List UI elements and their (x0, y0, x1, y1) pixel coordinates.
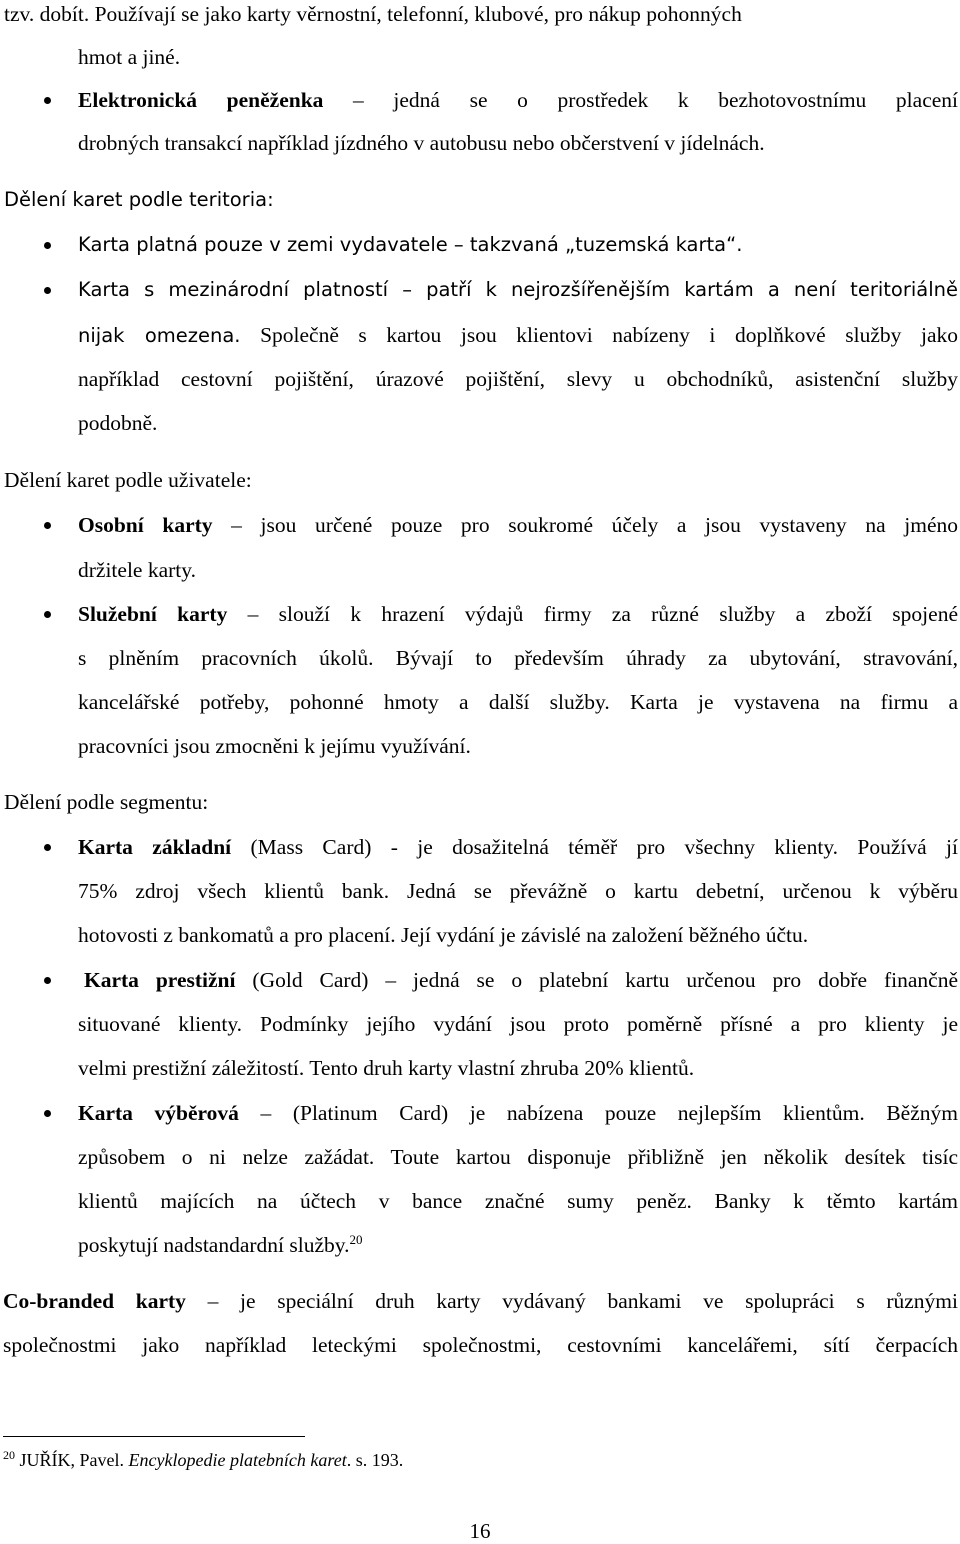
page-number: 16 (469, 1519, 491, 1543)
footnote: $^{20}$ JUŘÍK, Pavel. Encyklopedie platebních karet. s. 193. (3, 1448, 404, 1470)
text-line: tzv. dobít. Používají se jako karty věrnostní, telefonní, klubové, pro nákup pohonných (4, 2, 742, 26)
bullet-point (44, 522, 51, 529)
text-line: s plněním pracovních úkolů. Bývají to především úhrady za ubytování, stravování, (78, 646, 958, 670)
text-line: například cestovní pojištění, úrazové pojištění, slevy u obchodníků, asistenční služby (78, 367, 958, 391)
text-line: Co-branded karty – je speciální druh karty vydávaný bankami ve spolupráci s různými (3, 1289, 958, 1313)
text-line: situované klienty. Podmínky jejího vydání jsou proto poměrně přísné a pro klienty je (78, 1012, 958, 1036)
section-heading: Dělení podle segmentu: (4, 790, 209, 814)
bullet-point (44, 242, 51, 249)
text-line: nijak omezena. Společně s kartou jsou klientovi nabízeny i doplňkové služby jako (78, 323, 958, 347)
footnote-number: 20 (3, 1448, 15, 1462)
text-line: klientů majících na účtech v bance značné sumy peněz. Banky k těmto kartám (78, 1189, 958, 1213)
bullet-point (44, 287, 51, 294)
list-item-line: Karta základní (Mass Card) - je dosažitelná téměř pro všechny klienty. Používá jí (78, 835, 958, 859)
text-line: hotovosti z bankomatů a pro placení. Její vydání je závislé na založení běžného účtu. (78, 923, 809, 947)
list-item-line: Karta platná pouze v zemi vydavatele – takzvaná „tuzemská karta“. (78, 233, 743, 256)
text-line: hmot a jiné. (78, 45, 181, 69)
text-line: 75% zdroj všech klientů bank. Jedná se převážně o kartu debetní, určenou k výběru (78, 879, 958, 903)
section-heading: Dělení karet podle teritoria: (4, 188, 274, 211)
text-line: držitele karty. (78, 558, 196, 582)
bullet-point (44, 844, 51, 851)
bullet-point (44, 611, 51, 618)
text-line: společnostmi jako například leteckými společnostmi, cestovními kancelářemi, sítí čerpacích (3, 1333, 958, 1357)
text-line: drobných transakcí například jízdného v autobusu nebo občerstvení v jídelnách. (78, 131, 765, 155)
text-line: způsobem o ni nelze zažádat. Toute kartou disponuje přibližně jen několik desítek tisíc (78, 1145, 958, 1169)
list-item-line: Karta s mezinárodní platností – patří k nejrozšířenějším kartám a není teritoriálně (78, 278, 958, 301)
bullet-point (44, 1110, 51, 1117)
footnote-book-title: Encyklopedie platebních karet (128, 1450, 347, 1470)
list-item-line: Karta výběrová – (Platinum Card) je nabízena pouze nejlepším klientům. Běžným (78, 1101, 958, 1125)
text-line: kancelářské potřeby, pohonné hmoty a další služby. Karta je vystavena na firmu a (78, 690, 958, 714)
list-item-line: Karta prestižní (Gold Card) – jedná se o platební kartu určenou pro dobře finančně (84, 968, 958, 992)
footnote-separator (3, 1436, 305, 1437)
bullet-point (44, 97, 51, 104)
text-line: pracovníci jsou zmocněni k jejímu využívání. (78, 734, 471, 758)
text-line: velmi prestižní záležitostí. Tento druh karty vlastní zhruba 20% klientů. (78, 1056, 695, 1080)
list-item-line: Služební karty – slouží k hrazení výdajů firmy za různé služby a zboží spojené (78, 602, 958, 626)
text-line: podobně. (78, 411, 158, 435)
bullet-point (44, 977, 51, 984)
section-heading: Dělení karet podle uživatele: (4, 468, 252, 492)
text-line: poskytují nadstandardní služby.$^{20}$ (78, 1231, 363, 1257)
list-item-line: Osobní karty – jsou určené pouze pro soukromé účely a jsou vystaveny na jméno (78, 513, 958, 537)
footnote-reference: 20 (349, 1231, 363, 1247)
list-item-line: Elektronická peněženka – jedná se o prostředek k bezhotovostnímu placení (78, 88, 959, 112)
